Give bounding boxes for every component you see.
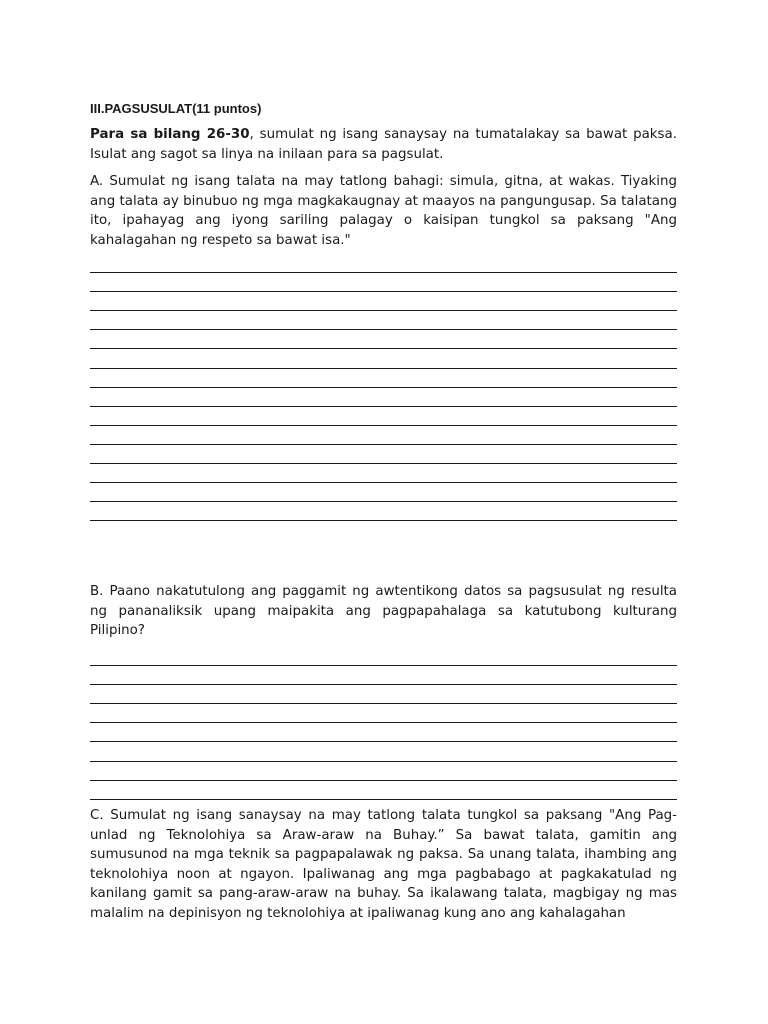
item-b-answer-lines — [90, 647, 677, 800]
item-b-prompt: B. Paano nakatutulong ang paggamit ng awtentikong datos sa pagsusulat ng resulta ng pananaliksik upang maipakita ang pagpapahalaga sa katutubong kulturang Pilipino? — [90, 584, 677, 638]
answer-line[interactable] — [90, 762, 677, 781]
answer-line[interactable] — [90, 464, 677, 483]
answer-line[interactable] — [90, 502, 677, 521]
answer-line[interactable] — [90, 426, 677, 445]
section-heading: III.PAGSUSULAT(11 puntos) — [90, 101, 262, 116]
answer-line[interactable] — [90, 254, 677, 273]
answer-line[interactable] — [90, 723, 677, 742]
answer-line[interactable] — [90, 483, 677, 502]
worksheet-page — [90, 0, 677, 1024]
answer-line[interactable] — [90, 666, 677, 685]
answer-line[interactable] — [90, 445, 677, 464]
answer-line[interactable] — [90, 311, 677, 330]
answer-line[interactable] — [90, 407, 677, 426]
answer-line[interactable] — [90, 742, 677, 761]
answer-line[interactable] — [90, 647, 677, 666]
answer-line[interactable] — [90, 388, 677, 407]
instructions-bold-lead: Para sa bilang 26-30 — [90, 127, 250, 142]
item-c-prompt: C. Sumulat ng isang sanaysay na may tatlong talata tungkol sa paksang "Ang Pag-unlad ng Teknolohiya sa Araw-araw na Buhay.” Sa bawat talata, gamitin ang sumusunod na mga teknik sa pagpapalawak ng paksa. Sa unang talata, ihambing ang teknolohiya noon at ngayon. Ipaliwanag ang mga pagbabago at pagkakatulad ng kanilang gamit sa pang-araw-araw na buhay. Sa ikalawang talata, magbigay ng mas malalim na depinisyon ng teknolohiya at ipaliwanag kung ano ang kahalagahan — [90, 808, 677, 921]
answer-line[interactable] — [90, 781, 677, 800]
instructions-text: , sumulat ng isang sanaysay na tumatalakay sa bawat paksa. Isulat ang sagot sa linya na inilaan para sa pagsulat. — [90, 127, 677, 162]
answer-line[interactable] — [90, 369, 677, 388]
answer-line[interactable] — [90, 292, 677, 311]
answer-line[interactable] — [90, 273, 677, 292]
instructions-paragraph — [90, 125, 677, 164]
answer-line[interactable] — [90, 330, 677, 349]
item-a-answer-lines — [90, 254, 677, 521]
answer-line[interactable] — [90, 349, 677, 368]
item-a-prompt: A. Sumulat ng isang talata na may tatlong bahagi: simula, gitna, at wakas. Tiyaking ang talata ay binubuo ng mga magkakaugnay at maayos na pangungusap. Sa talatang ito, ipahayag ang iyong sariling palagay o kaisipan tungkol sa paksang "Ang kahalagahan ng respeto sa bawat isa." — [90, 174, 677, 248]
answer-line[interactable] — [90, 685, 677, 704]
answer-line[interactable] — [90, 704, 677, 723]
